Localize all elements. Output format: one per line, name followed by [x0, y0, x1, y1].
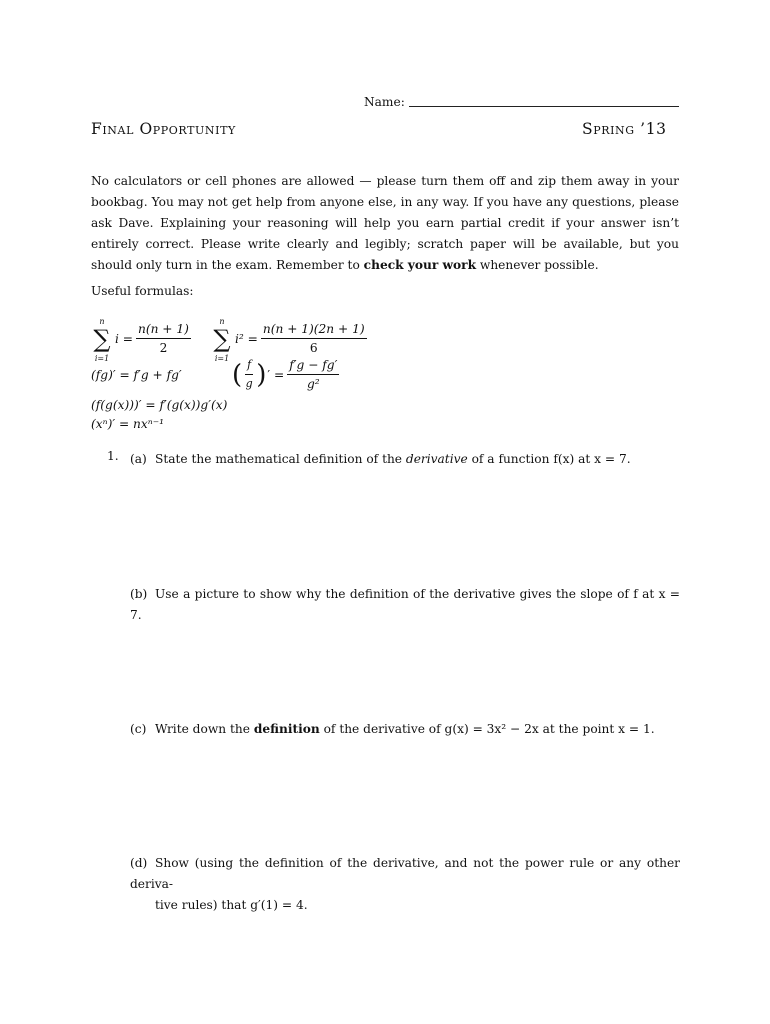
definition-emphasis: definition [253, 722, 320, 736]
instructions-text-1: No calculators or cell phones are allowed — please turn them off and zip them away in your bookbag. You may not get help from anyone else, in any way. If you have any questions, please ask Dave. Explaining your reasoning will help you earn partial credit if your answer isn’t entirely correct. Please write clearly and legibly; scratch paper will be available, but you should only turn in the exam. Remember to [91, 174, 679, 272]
name-blank-line[interactable] [409, 106, 679, 107]
question-label: (c) [130, 722, 147, 736]
derivative-emphasis: derivative [405, 452, 468, 466]
name-label: Name: [364, 95, 405, 109]
question-1c: (c) Write down the definition of the derivative of g(x) = 3x² − 2x at the point x = 1. [130, 719, 680, 740]
formulas-heading: Useful formulas: [91, 284, 194, 298]
product-rule: (fg)′ = f′g + fg′ [91, 368, 182, 382]
instructions-emphasis: check your work [363, 258, 477, 272]
quotient-rule: ( $\frac{f}{g}$ ) ′ = $\frac{f'g - fg'}{\text{g²}}$ [232, 358, 338, 391]
problem-number: 1. [107, 449, 119, 463]
question-label: (b) [130, 587, 148, 601]
question-1b: (b) Use a picture to show why the definition of the derivative gives the slope of f at x = 7. [130, 584, 680, 626]
question-1d: (d) Show (using the definition of the derivative, and not the power rule or any other deriva- tive rules) that g′(1) = 4. [130, 853, 680, 916]
chain-rule: (f(g(x)))′ = f′(g(x))g′(x) [91, 398, 228, 412]
sum-of-squares-formula: n ∑ i=1 i² = $\frac{n(n + 1)(2n + 1)}{6}$ [211, 322, 370, 355]
instructions-text-2: whenever possible. [476, 258, 599, 272]
exam-title: Final Opportunity [91, 120, 236, 138]
instructions [91, 171, 679, 276]
question-label: (d) [130, 856, 148, 870]
exam-term: Spring ’13 [582, 120, 667, 138]
question-1a: (a) State the mathematical definition of the derivative of a function f(x) at x = 7. [130, 449, 680, 470]
sigma-symbol: n ∑ i=1 [213, 316, 231, 363]
sum-of-i-formula: n ∑ i=1 i = $\frac{n(n + 1)}{2}$ [91, 322, 194, 355]
sigma-symbol: n ∑ i=1 [93, 316, 111, 363]
question-label: (a) [130, 452, 147, 466]
power-rule: (xⁿ)′ = nxⁿ⁻¹ [91, 417, 165, 431]
